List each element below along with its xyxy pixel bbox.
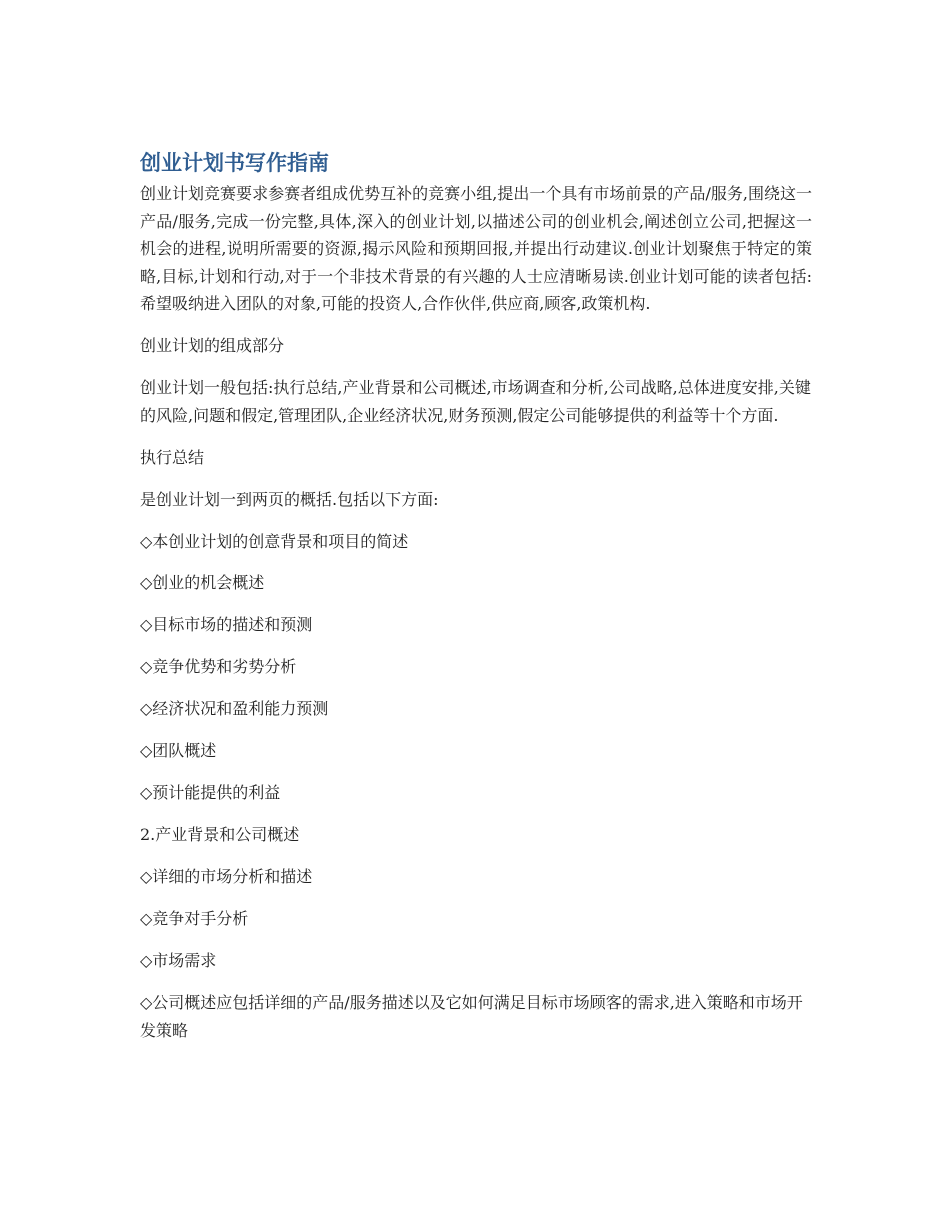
intro-paragraph: 创业计划竞赛要求参赛者组成优势互补的竞赛小组,提出一个具有市场前景的产品/服务,围绕这一产品/服务,完成一份完整,具体,深入的创业计划,以描述公司的创业机会,阐述创立公司,把握这一机会的进程,说明所需要的资源,揭示风险和预期回报,并提出行动建议.创业计划聚焦于特定的策略,目标,计划和行动,对于一个非技术背景的有兴趣的人士应清晰易读.创业计划可能的读者包括:希望吸纳进入团队的对象,可能的投资人,合作伙伴,供应商,顾客,政策机构.	[140, 184, 812, 314]
list-item: ◇竞争优势和劣势分析	[140, 657, 297, 677]
list-item: ◇预计能提供的利益	[140, 783, 281, 803]
executive-summary-description: 是创业计划一到两页的概括.包括以下方面:	[140, 489, 439, 509]
list-item: ◇公司概述应包括详细的产品/服务描述以及它如何满足目标市场顾客的需求,进入策略和市场开发策略	[140, 993, 803, 1040]
list-item: ◇详细的市场分析和描述	[140, 867, 313, 887]
section-heading-industry-background: 2.产业背景和公司概述	[140, 825, 300, 845]
document-title: 创业计划书写作指南	[140, 151, 329, 175]
list-item: ◇创业的机会概述	[140, 573, 265, 593]
list-item: ◇经济状况和盈利能力预测	[140, 699, 329, 719]
list-item: ◇团队概述	[140, 741, 217, 761]
document-page	[140, 148, 812, 1059]
section-heading-components: 创业计划的组成部分	[140, 335, 285, 355]
list-item: ◇本创业计划的创意背景和项目的简述	[140, 531, 409, 551]
list-item: ◇竞争对手分析	[140, 909, 249, 929]
section-heading-executive-summary: 执行总结	[140, 447, 205, 467]
components-paragraph: 创业计划一般包括:执行总结,产业背景和公司概述,市场调查和分析,公司战略,总体进度安排,关键的风险,问题和假定,管理团队,企业经济状况,财务预测,假定公司能够提供的利益等十个方面.	[140, 377, 811, 425]
list-item: ◇市场需求	[140, 951, 217, 971]
list-item: ◇目标市场的描述和预测	[140, 615, 313, 635]
